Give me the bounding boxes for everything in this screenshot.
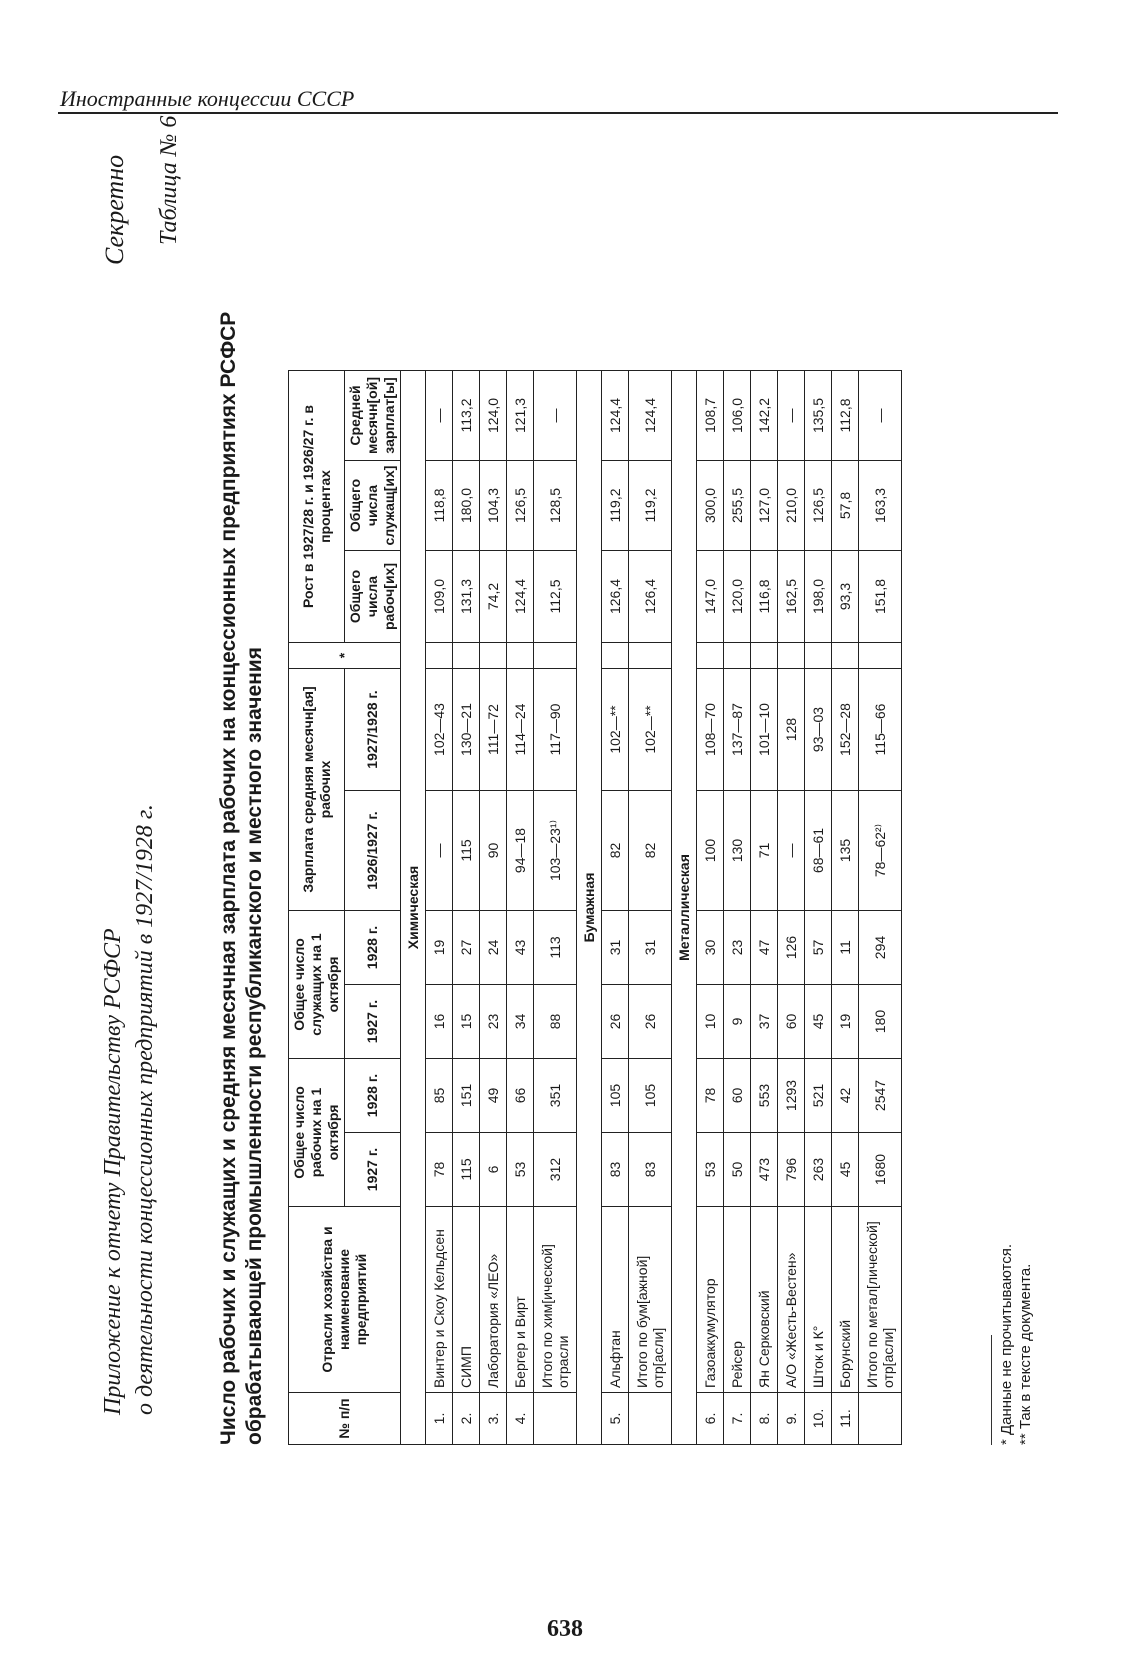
cell-name: Газоаккумулятор: [697, 1207, 724, 1393]
cell-no: 2.: [453, 1393, 480, 1445]
cell-employees-1928: 294: [859, 911, 902, 985]
appendix-line-2: о деятельности концессионных предприятий в 1927/1928 г.: [132, 804, 158, 1415]
cell-illegible: [602, 643, 629, 669]
cell-no: 6.: [697, 1393, 724, 1445]
cell-growth-wage: 112,8: [832, 371, 859, 461]
cell-name: Ян Серковский: [751, 1207, 778, 1393]
table-row: [832, 371, 859, 1445]
cell-employees-1928: 30: [697, 911, 724, 985]
cell-no: 10.: [805, 1393, 832, 1445]
section-row: Химическая: [401, 371, 426, 1445]
total-row: [859, 371, 902, 1445]
cell-wage-2728: 102—**: [602, 669, 629, 791]
cell-growth-employees: 163,3: [859, 461, 902, 551]
cell-no: 3.: [480, 1393, 507, 1445]
cell-growth-employees: 300,0: [697, 461, 724, 551]
cell-growth-employees: 57,8: [832, 461, 859, 551]
cell-no: 5.: [602, 1393, 629, 1445]
cell-employees-1927: 26: [602, 985, 629, 1059]
cell-workers-1927: 473: [751, 1133, 778, 1207]
cell-no: [629, 1393, 672, 1445]
cell-growth-wage: 113,2: [453, 371, 480, 461]
cell-no: 9.: [778, 1393, 805, 1445]
col-header-employees-1928: 1928 г.: [345, 911, 401, 985]
cell-growth-workers: 198,0: [805, 551, 832, 643]
cell-employees-1927: 180: [859, 985, 902, 1059]
cell-employees-1927: 19: [832, 985, 859, 1059]
col-header-wage: Зарплата средняя месячн[ая] рабочих: [289, 669, 345, 911]
footnote-2: ** Так в тексте документа.: [1017, 1263, 1034, 1445]
cell-workers-1928: 553: [751, 1059, 778, 1133]
cell-workers-1927: 1680: [859, 1133, 902, 1207]
cell-workers-1927: 50: [724, 1133, 751, 1207]
cell-growth-workers: 151,8: [859, 551, 902, 643]
cell-wage-2627: 135: [832, 791, 859, 911]
cell-illegible: [534, 643, 577, 669]
cell-employees-1928: 31: [602, 911, 629, 985]
cell-workers-1927: 115: [453, 1133, 480, 1207]
cell-employees-1927: 15: [453, 985, 480, 1059]
cell-workers-1927: 312: [534, 1133, 577, 1207]
cell-wage-2627: 90: [480, 791, 507, 911]
cell-wage-2728: 114—24: [507, 669, 534, 791]
cell-growth-wage: 124,4: [602, 371, 629, 461]
cell-name: Альфтан: [602, 1207, 629, 1393]
cell-wage-2728: 152—28: [832, 669, 859, 791]
appendix-line-1: Приложение к отчету Правительству РСФСР: [100, 928, 126, 1415]
col-header-growth-workers: Общего числа рабоч[их]: [345, 551, 401, 643]
cell-growth-wage: —: [859, 371, 902, 461]
cell-growth-workers: 126,4: [629, 551, 672, 643]
total-row: [629, 371, 672, 1445]
col-header-employees: Общее число служащих на 1 октября: [289, 911, 345, 1059]
cell-workers-1928: 66: [507, 1059, 534, 1133]
col-header-growth-wage: Средней месячн[ой] зарплат[ы]: [345, 371, 401, 461]
cell-growth-employees: 126,5: [507, 461, 534, 551]
cell-illegible: [751, 643, 778, 669]
cell-wage-2627: 115: [453, 791, 480, 911]
header-row-1: [289, 371, 345, 1445]
cell-growth-workers: 74,2: [480, 551, 507, 643]
cell-employees-1928: 126: [778, 911, 805, 985]
cell-workers-1928: 2547: [859, 1059, 902, 1133]
cell-growth-employees: 104,3: [480, 461, 507, 551]
cell-employees-1928: 57: [805, 911, 832, 985]
cell-workers-1927: 83: [629, 1133, 672, 1207]
cell-employees-1927: 16: [426, 985, 453, 1059]
cell-illegible: [832, 643, 859, 669]
cell-growth-workers: 131,3: [453, 551, 480, 643]
cell-workers-1927: 53: [507, 1133, 534, 1207]
cell-wage-2627: —: [426, 791, 453, 911]
cell-employees-1927: 23: [480, 985, 507, 1059]
col-header-workers-1927: 1927 г.: [345, 1133, 401, 1207]
cell-employees-1928: 113: [534, 911, 577, 985]
cell-growth-wage: —: [534, 371, 577, 461]
cell-wage-2728: 111—72: [480, 669, 507, 791]
cell-illegible: [507, 643, 534, 669]
cell-workers-1927: 263: [805, 1133, 832, 1207]
cell-name: А/О «Жесть-Вестен»: [778, 1207, 805, 1393]
cell-growth-employees: 210,0: [778, 461, 805, 551]
cell-growth-workers: 112,5: [534, 551, 577, 643]
total-row: [534, 371, 577, 1445]
cell-growth-employees: 126,5: [805, 461, 832, 551]
cell-workers-1928: 49: [480, 1059, 507, 1133]
cell-no: 8.: [751, 1393, 778, 1445]
table-row: [426, 371, 453, 1445]
header-rule: [58, 112, 1058, 114]
table-row: [697, 371, 724, 1445]
cell-illegible: [778, 643, 805, 669]
cell-growth-workers: 124,4: [507, 551, 534, 643]
cell-employees-1928: 23: [724, 911, 751, 985]
table-number: Таблица № 6: [156, 115, 182, 245]
cell-name: Винтер и Скоу Кельдсен: [426, 1207, 453, 1393]
cell-wage-2627: 103—23¹⁾: [534, 791, 577, 911]
table-row: [602, 371, 629, 1445]
cell-name: Итого по хим[ической] отрасли: [534, 1207, 577, 1393]
cell-illegible: [629, 643, 672, 669]
cell-employees-1928: 11: [832, 911, 859, 985]
data-table: [288, 370, 902, 1445]
cell-growth-wage: 121,3: [507, 371, 534, 461]
cell-illegible: [480, 643, 507, 669]
cell-workers-1927: 45: [832, 1133, 859, 1207]
col-header-growth-employees: Общего числа служащ[их]: [345, 461, 401, 551]
cell-wage-2627: —: [778, 791, 805, 911]
cell-name: СИМП: [453, 1207, 480, 1393]
cell-employees-1928: 31: [629, 911, 672, 985]
cell-wage-2728: 128: [778, 669, 805, 791]
col-header-branch: Отрасли хозяйства и наименование предприятий: [289, 1207, 401, 1393]
secret-label: Секретно: [100, 154, 129, 265]
cell-wage-2728: 115—66: [859, 669, 902, 791]
col-header-no: № п/п: [289, 1393, 401, 1445]
cell-illegible: [426, 643, 453, 669]
cell-employees-1928: 19: [426, 911, 453, 985]
cell-wage-2728: 93—03: [805, 669, 832, 791]
cell-employees-1928: 43: [507, 911, 534, 985]
cell-name: Итого по метал[лической] отр[асли]: [859, 1207, 902, 1393]
cell-growth-workers: 162,5: [778, 551, 805, 643]
cell-growth-wage: 135,5: [805, 371, 832, 461]
cell-workers-1928: 42: [832, 1059, 859, 1133]
cell-no: [534, 1393, 577, 1445]
table-row: [453, 371, 480, 1445]
table-title: Число рабочих и служащих и средняя месячная зарплата рабочих на концессионных предприятиях РСФСР обрабатывающей промышленности республиканского и местного значения: [217, 311, 266, 1445]
cell-wage-2627: 71: [751, 791, 778, 911]
cell-growth-workers: 126,4: [602, 551, 629, 643]
cell-growth-workers: 109,0: [426, 551, 453, 643]
cell-wage-2728: 117—90: [534, 669, 577, 791]
cell-wage-2728: 130—21: [453, 669, 480, 791]
table-row: [724, 371, 751, 1445]
cell-growth-wage: 124,0: [480, 371, 507, 461]
cell-wage-2627: 78—62²⁾: [859, 791, 902, 911]
cell-wage-2627: 94—18: [507, 791, 534, 911]
col-header-wage-2627: 1926/1927 г.: [345, 791, 401, 911]
cell-illegible: [697, 643, 724, 669]
cell-workers-1927: 796: [778, 1133, 805, 1207]
cell-wage-2627: 82: [602, 791, 629, 911]
cell-wage-2728: 102—43: [426, 669, 453, 791]
cell-growth-workers: 93,3: [832, 551, 859, 643]
cell-employees-1927: 60: [778, 985, 805, 1059]
cell-employees-1927: 88: [534, 985, 577, 1059]
col-header-wage-2728: 1927/1928 г.: [345, 669, 401, 791]
col-header-illegible: *: [289, 643, 401, 669]
cell-employees-1927: 10: [697, 985, 724, 1059]
cell-workers-1928: 85: [426, 1059, 453, 1133]
table-row: [480, 371, 507, 1445]
cell-illegible: [805, 643, 832, 669]
cell-workers-1928: 105: [602, 1059, 629, 1133]
cell-growth-employees: 119,2: [602, 461, 629, 551]
cell-growth-workers: 120,0: [724, 551, 751, 643]
cell-wage-2728: 102—**: [629, 669, 672, 791]
footnote-rule: [991, 1335, 992, 1445]
cell-wage-2627: 130: [724, 791, 751, 911]
cell-wage-2627: 100: [697, 791, 724, 911]
cell-employees-1928: 47: [751, 911, 778, 985]
cell-no: 7.: [724, 1393, 751, 1445]
cell-growth-workers: 147,0: [697, 551, 724, 643]
table-row: [805, 371, 832, 1445]
cell-wage-2627: 68—61: [805, 791, 832, 911]
col-header-workers: Общее число рабочих на 1 октября: [289, 1059, 345, 1207]
cell-workers-1927: 6: [480, 1133, 507, 1207]
cell-employees-1927: 26: [629, 985, 672, 1059]
cell-employees-1927: 9: [724, 985, 751, 1059]
cell-no: 1.: [426, 1393, 453, 1445]
col-header-growth: Рост в 1927/28 г. и 1926/27 г. в процентах: [289, 371, 345, 643]
cell-workers-1928: 1293: [778, 1059, 805, 1133]
cell-wage-2728: 108—70: [697, 669, 724, 791]
cell-no: [859, 1393, 902, 1445]
cell-growth-employees: 118,8: [426, 461, 453, 551]
cell-name: Шток и К°: [805, 1207, 832, 1393]
cell-workers-1928: 78: [697, 1059, 724, 1133]
rotated-page-content: [86, 115, 1056, 1595]
cell-employees-1927: 34: [507, 985, 534, 1059]
cell-name: Рейсер: [724, 1207, 751, 1393]
cell-wage-2728: 101—10: [751, 669, 778, 791]
cell-name: Лаборатория «ЛЕО»: [480, 1207, 507, 1393]
cell-employees-1927: 37: [751, 985, 778, 1059]
cell-name: Бергер и Вирт: [507, 1207, 534, 1393]
section-row: Бумажная: [577, 371, 602, 1445]
cell-illegible: [724, 643, 751, 669]
cell-employees-1928: 27: [453, 911, 480, 985]
cell-growth-wage: 142,2: [751, 371, 778, 461]
section-row: Металлическая: [672, 371, 697, 1445]
cell-wage-2728: 137—87: [724, 669, 751, 791]
running-header: Иностранные концессии СССР: [60, 86, 355, 111]
cell-name: Борунский: [832, 1207, 859, 1393]
cell-workers-1928: 60: [724, 1059, 751, 1133]
cell-growth-wage: 106,0: [724, 371, 751, 461]
cell-growth-employees: 255,5: [724, 461, 751, 551]
cell-growth-wage: —: [778, 371, 805, 461]
cell-workers-1928: 521: [805, 1059, 832, 1133]
cell-workers-1927: 78: [426, 1133, 453, 1207]
cell-growth-employees: 119,2: [629, 461, 672, 551]
cell-name: Итого по бум[ажной] отр[асли]: [629, 1207, 672, 1393]
footnote-1: * Данные не прочитываются.: [998, 1243, 1015, 1445]
cell-growth-employees: 180,0: [453, 461, 480, 551]
table-row: [778, 371, 805, 1445]
cell-growth-wage: 108,7: [697, 371, 724, 461]
col-header-workers-1928: 1928 г.: [345, 1059, 401, 1133]
cell-no: 11.: [832, 1393, 859, 1445]
cell-employees-1928: 24: [480, 911, 507, 985]
col-header-employees-1927: 1927 г.: [345, 985, 401, 1059]
table-row: [751, 371, 778, 1445]
cell-no: 4.: [507, 1393, 534, 1445]
cell-workers-1927: 53: [697, 1133, 724, 1207]
cell-workers-1928: 351: [534, 1059, 577, 1133]
cell-growth-employees: 127,0: [751, 461, 778, 551]
cell-growth-wage: —: [426, 371, 453, 461]
cell-growth-employees: 128,5: [534, 461, 577, 551]
cell-workers-1928: 105: [629, 1059, 672, 1133]
cell-illegible: [859, 643, 902, 669]
cell-growth-wage: 124,4: [629, 371, 672, 461]
cell-illegible: [453, 643, 480, 669]
page-number: 638: [547, 1616, 583, 1642]
cell-workers-1928: 151: [453, 1059, 480, 1133]
cell-workers-1927: 83: [602, 1133, 629, 1207]
table-row: [507, 371, 534, 1445]
cell-employees-1927: 45: [805, 985, 832, 1059]
cell-wage-2627: 82: [629, 791, 672, 911]
cell-growth-workers: 116,8: [751, 551, 778, 643]
